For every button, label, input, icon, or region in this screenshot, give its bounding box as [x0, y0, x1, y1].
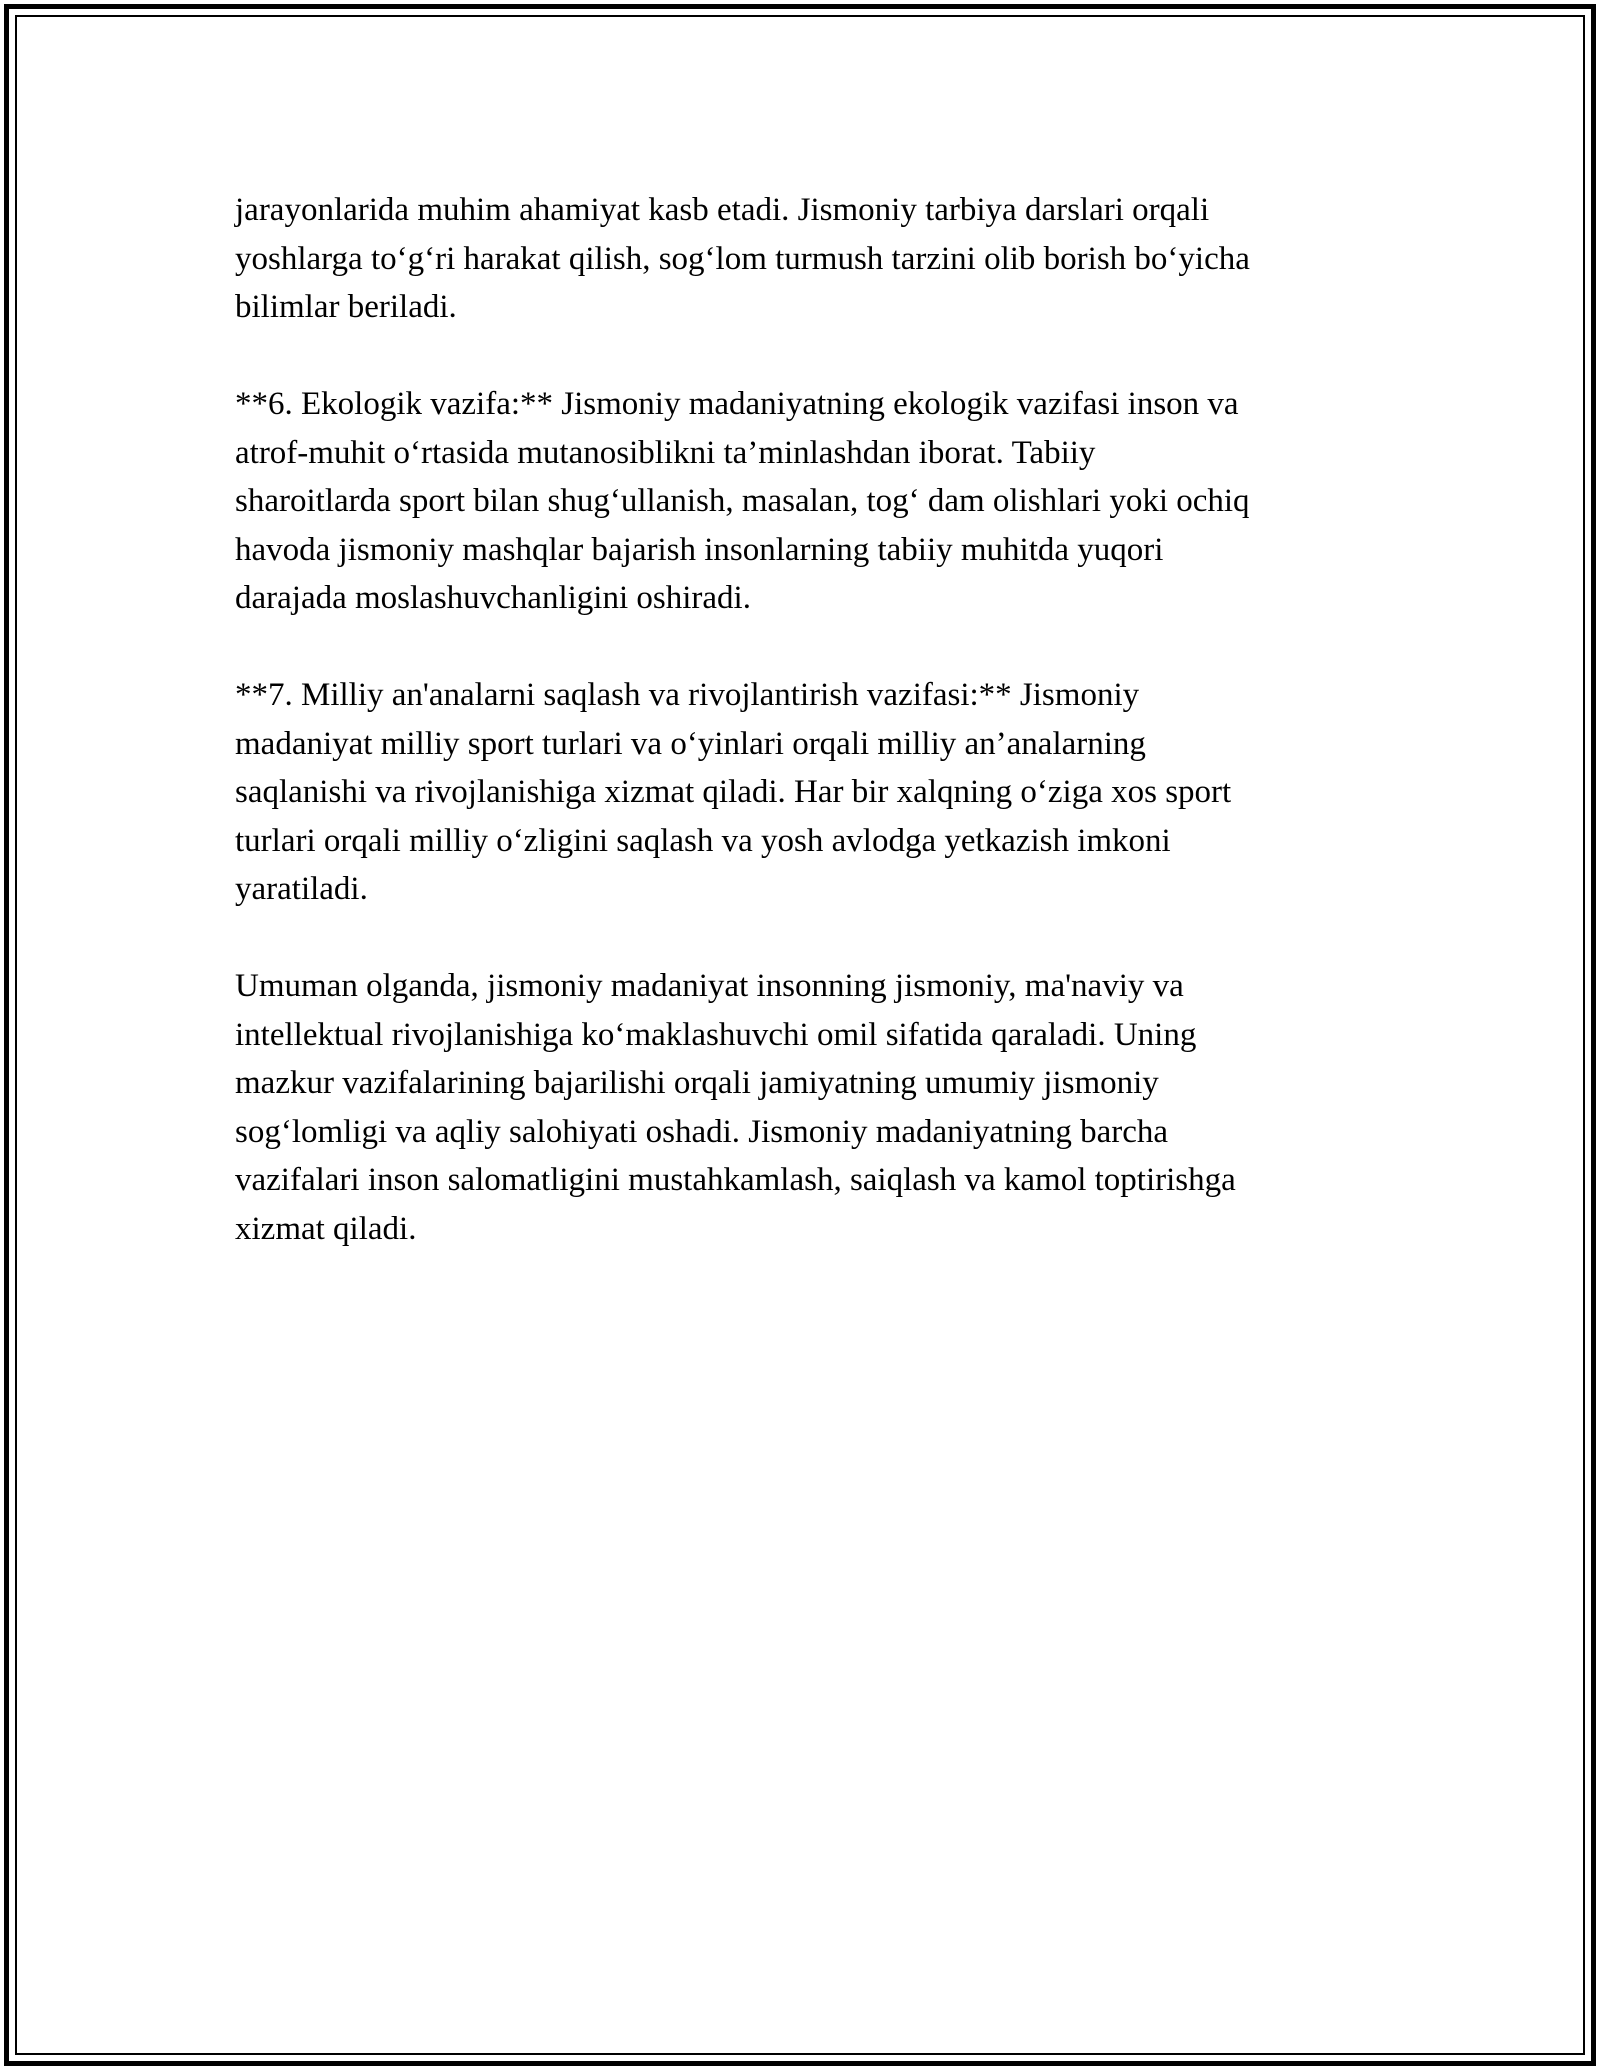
paragraph-national-traditions	[235, 671, 1375, 914]
text-line: atrof-muhit o‘rtasida mutanosiblikni ta’minlashdan iborat. Tabiiy	[235, 434, 1096, 471]
text-line: intellektual rivojlanishiga ko‘maklashuvchi omil sifatida qaraladi. Uning	[235, 1016, 1197, 1053]
text-line: yaratiladi.	[235, 871, 368, 907]
text-line: **7. Milliy an'analarni saqlash va rivojlantirish vazifasi:** Jismoniy	[235, 677, 1140, 713]
text-line: Umuman olganda, jismoniy madaniyat insonning jismoniy, ma'naviy va	[235, 968, 1184, 1004]
text-line: turlari orqali milliy o‘zligini saqlash va yosh avlodga yetkazish imkoni	[235, 822, 1171, 859]
paragraph-intro-continuation	[235, 186, 1375, 332]
text-line: jarayonlarida muhim ahamiyat kasb etadi. Jismoniy tarbiya darslari orqali	[235, 192, 1210, 228]
document-body	[235, 186, 1375, 1302]
text-line: vazifalari inson salomatligini mustahkamlash, saiqlash va kamol toptirishga	[235, 1162, 1236, 1198]
text-line: mazkur vazifalarining bajarilishi orqali jamiyatning umumiy jismoniy	[235, 1065, 1159, 1101]
text-line: xizmat qiladi.	[235, 1210, 417, 1247]
text-line: darajada moslashuvchanligini oshiradi.	[235, 580, 751, 616]
text-line: havoda jismoniy mashqlar bajarish insonlarning tabiiy muhitda yuqori	[235, 531, 1164, 568]
text-line: madaniyat milliy sport turlari va o‘yinlari orqali milliy an’analarning	[235, 725, 1146, 762]
text-line: sog‘lomligi va aqliy salohiyati oshadi. Jismoniy madaniyatning barcha	[235, 1113, 1169, 1150]
paragraph-ecological-function	[235, 380, 1375, 623]
text-line: yoshlarga to‘g‘ri harakat qilish, sog‘lom turmush tarzini olib borish bo‘yicha	[235, 240, 1250, 277]
paragraph-conclusion	[235, 962, 1375, 1253]
text-line: **6. Ekologik vazifa:** Jismoniy madaniyatning ekologik vazifasi inson va	[235, 386, 1239, 422]
text-line: sharoitlarda sport bilan shug‘ullanish, masalan, tog‘ dam olishlari yoki ochiq	[235, 483, 1250, 519]
text-line: saqlanishi va rivojlanishiga xizmat qiladi. Har bir xalqning o‘ziga xos sport	[235, 774, 1232, 810]
text-line: bilimlar beriladi.	[235, 289, 457, 325]
